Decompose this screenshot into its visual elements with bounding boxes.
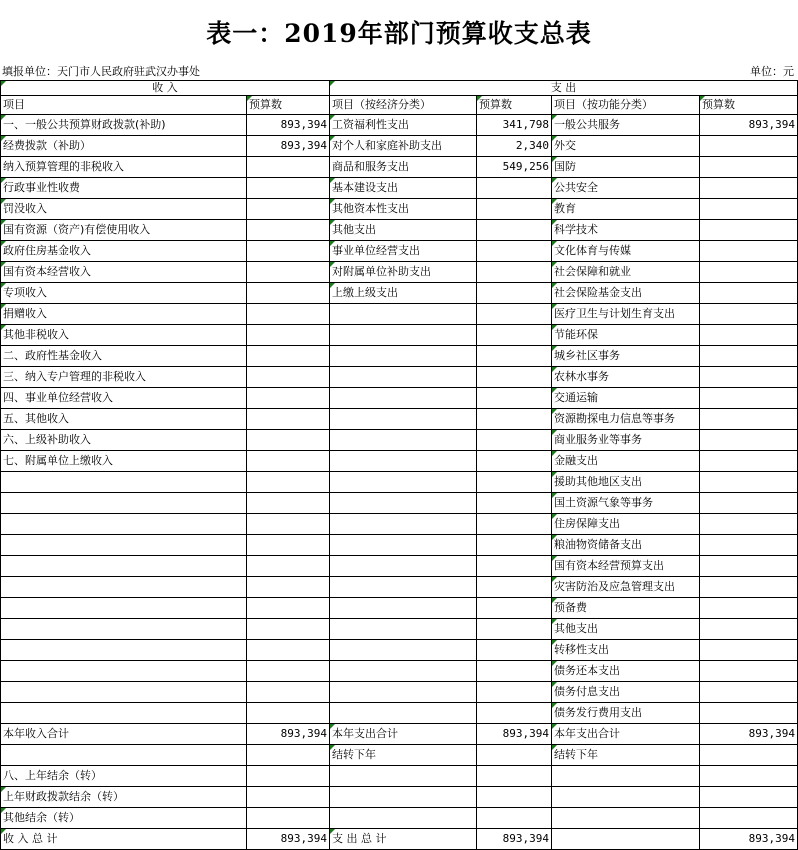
econ-item-cell: 上缴上级支出	[330, 283, 477, 304]
econ-budget-cell	[477, 640, 552, 661]
income-item-cell: 本年收入合计	[1, 724, 247, 745]
func-item-cell: 转移性支出	[552, 640, 700, 661]
func-budget-cell	[700, 199, 798, 220]
table-row	[1, 535, 798, 556]
func-budget-cell	[700, 745, 798, 766]
income-budget-cell	[247, 514, 330, 535]
table-row	[1, 283, 798, 304]
income-budget-cell	[247, 199, 330, 220]
income-item-cell	[1, 472, 247, 493]
table-row	[1, 577, 798, 598]
func-item-cell: 结转下年	[552, 745, 700, 766]
income-item-cell	[1, 682, 247, 703]
income-budget-cell	[247, 178, 330, 199]
income-item-cell: 一、一般公共预算财政拨款(补助)	[1, 115, 247, 136]
econ-item-cell	[330, 766, 477, 787]
column-header-row	[1, 96, 798, 115]
income-item-cell: 七、附属单位上缴收入	[1, 451, 247, 472]
func-budget-cell: 893,394	[700, 829, 798, 850]
econ-budget-cell	[477, 241, 552, 262]
econ-budget-cell	[477, 262, 552, 283]
econ-budget-cell	[477, 325, 552, 346]
econ-budget-cell	[477, 199, 552, 220]
econ-item-cell: 对个人和家庭补助支出	[330, 136, 477, 157]
func-item-cell: 农林水事务	[552, 367, 700, 388]
econ-item-cell	[330, 472, 477, 493]
income-budget-cell	[247, 745, 330, 766]
table-row	[1, 388, 798, 409]
income-item-cell	[1, 661, 247, 682]
func-item-cell: 医疗卫生与计划生育支出	[552, 304, 700, 325]
econ-budget-cell	[477, 808, 552, 829]
income-item-cell: 捐赠收入	[1, 304, 247, 325]
page-title: 表一：2019年部门预算收支总表	[206, 19, 592, 48]
econ-budget-cell	[477, 283, 552, 304]
econ-item-cell	[330, 388, 477, 409]
table-row	[1, 115, 798, 136]
econ-item-cell: 工资福利性支出	[330, 115, 477, 136]
econ-item-cell	[330, 304, 477, 325]
table-row	[1, 619, 798, 640]
econ-item-cell: 事业单位经营支出	[330, 241, 477, 262]
income-budget-cell	[247, 703, 330, 724]
func-budget-cell	[700, 556, 798, 577]
func-item-cell: 粮油物资储备支出	[552, 535, 700, 556]
table-row	[1, 640, 798, 661]
income-item-cell	[1, 619, 247, 640]
income-item-cell	[1, 703, 247, 724]
func-item-cell: 债务还本支出	[552, 661, 700, 682]
econ-budget-cell	[477, 514, 552, 535]
income-item-cell: 罚没收入	[1, 199, 247, 220]
income-budget-cell	[247, 430, 330, 451]
income-item-cell	[1, 556, 247, 577]
econ-item-cell	[330, 367, 477, 388]
func-budget-cell	[700, 703, 798, 724]
econ-item-cell: 结转下年	[330, 745, 477, 766]
func-budget-cell	[700, 304, 798, 325]
table-row	[1, 724, 798, 745]
econ-item-cell	[330, 346, 477, 367]
econ-budget-cell	[477, 787, 552, 808]
func-budget-cell	[700, 136, 798, 157]
econ-budget-cell	[477, 304, 552, 325]
income-budget-cell	[247, 367, 330, 388]
table-row	[1, 367, 798, 388]
func-budget-cell	[700, 262, 798, 283]
econ-budget-cell	[477, 745, 552, 766]
econ-item-cell: 本年支出合计	[330, 724, 477, 745]
table-row	[1, 472, 798, 493]
func-item-cell: 社会保障和就业	[552, 262, 700, 283]
table-row	[1, 682, 798, 703]
econ-budget-cell: 893,394	[477, 724, 552, 745]
income-item-cell: 收 入 总 计	[1, 829, 247, 850]
income-budget-cell	[247, 556, 330, 577]
income-item-cell	[1, 745, 247, 766]
income-budget-cell	[247, 157, 330, 178]
econ-budget-cell	[477, 703, 552, 724]
income-budget-cell: 893,394	[247, 829, 330, 850]
income-budget-cell	[247, 787, 330, 808]
income-budget-cell	[247, 766, 330, 787]
func-budget-cell	[700, 157, 798, 178]
econ-item-cell	[330, 577, 477, 598]
income-item-cell: 纳入预算管理的非税收入	[1, 157, 247, 178]
income-item-cell	[1, 640, 247, 661]
income-budget-cell	[247, 241, 330, 262]
header-func-budget: 预算数	[700, 96, 798, 115]
econ-item-cell	[330, 409, 477, 430]
func-item-cell: 节能环保	[552, 325, 700, 346]
econ-budget-cell	[477, 430, 552, 451]
econ-budget-cell	[477, 388, 552, 409]
income-budget-cell	[247, 388, 330, 409]
econ-item-cell	[330, 787, 477, 808]
table-row	[1, 136, 798, 157]
income-item-cell: 五、其他收入	[1, 409, 247, 430]
func-budget-cell	[700, 388, 798, 409]
func-item-cell: 文化体育与传媒	[552, 241, 700, 262]
income-item-cell	[1, 577, 247, 598]
econ-item-cell	[330, 325, 477, 346]
func-item-cell: 其他支出	[552, 619, 700, 640]
income-budget-cell	[247, 619, 330, 640]
func-budget-cell	[700, 766, 798, 787]
income-item-cell: 四、事业单位经营收入	[1, 388, 247, 409]
func-item-cell: 社会保险基金支出	[552, 283, 700, 304]
table-row	[1, 598, 798, 619]
income-item-cell: 其他结余（转）	[1, 808, 247, 829]
income-budget-cell	[247, 304, 330, 325]
func-budget-cell	[700, 598, 798, 619]
econ-budget-cell	[477, 535, 552, 556]
income-budget-cell	[247, 598, 330, 619]
income-item-cell: 二、政府性基金收入	[1, 346, 247, 367]
func-budget-cell	[700, 325, 798, 346]
income-budget-cell	[247, 493, 330, 514]
econ-item-cell	[330, 682, 477, 703]
econ-budget-cell	[477, 220, 552, 241]
func-item-cell: 金融支出	[552, 451, 700, 472]
econ-budget-cell	[477, 682, 552, 703]
func-item-cell: 灾害防治及应急管理支出	[552, 577, 700, 598]
income-item-cell	[1, 535, 247, 556]
econ-item-cell: 其他支出	[330, 220, 477, 241]
func-item-cell: 住房保障支出	[552, 514, 700, 535]
income-budget-cell	[247, 220, 330, 241]
econ-item-cell	[330, 430, 477, 451]
section-header-row	[1, 81, 798, 96]
func-item-cell: 公共安全	[552, 178, 700, 199]
func-budget-cell	[700, 682, 798, 703]
econ-item-cell: 商品和服务支出	[330, 157, 477, 178]
func-item-cell: 债务发行费用支出	[552, 703, 700, 724]
table-row	[1, 220, 798, 241]
income-item-cell: 行政事业性收费	[1, 178, 247, 199]
econ-budget-cell	[477, 178, 552, 199]
table-row	[1, 241, 798, 262]
table-row	[1, 409, 798, 430]
income-budget-cell	[247, 535, 330, 556]
econ-item-cell	[330, 640, 477, 661]
func-item-cell: 教育	[552, 199, 700, 220]
econ-budget-cell	[477, 346, 552, 367]
econ-item-cell	[330, 808, 477, 829]
econ-budget-cell	[477, 451, 552, 472]
func-item-cell	[552, 766, 700, 787]
income-item-cell: 上年财政拨款结余（转）	[1, 787, 247, 808]
header-econ-item: 项目（按经济分类）	[330, 96, 477, 115]
func-budget-cell	[700, 367, 798, 388]
table-row	[1, 157, 798, 178]
func-item-cell	[552, 808, 700, 829]
income-budget-cell	[247, 640, 330, 661]
table-row	[1, 703, 798, 724]
header-income-item: 项目	[1, 96, 247, 115]
income-budget-cell	[247, 409, 330, 430]
income-item-cell: 国有资源（资产)有偿使用收入	[1, 220, 247, 241]
econ-budget-cell	[477, 472, 552, 493]
econ-item-cell	[330, 619, 477, 640]
func-budget-cell: 893,394	[700, 724, 798, 745]
header-income-budget: 预算数	[247, 96, 330, 115]
header-econ-budget: 预算数	[477, 96, 552, 115]
func-item-cell: 预备费	[552, 598, 700, 619]
func-budget-cell	[700, 220, 798, 241]
income-budget-cell	[247, 262, 330, 283]
table-row	[1, 346, 798, 367]
income-item-cell: 国有资本经营收入	[1, 262, 247, 283]
section-income: 收 入	[1, 81, 330, 96]
income-item-cell: 专项收入	[1, 283, 247, 304]
func-budget-cell	[700, 241, 798, 262]
func-item-cell	[552, 829, 700, 850]
income-budget-cell	[247, 346, 330, 367]
table-row	[1, 745, 798, 766]
func-item-cell: 援助其他地区支出	[552, 472, 700, 493]
econ-item-cell	[330, 598, 477, 619]
func-item-cell: 国有资本经营预算支出	[552, 556, 700, 577]
econ-item-cell	[330, 451, 477, 472]
budget-table	[0, 80, 798, 850]
table-row	[1, 178, 798, 199]
table-row	[1, 829, 798, 850]
income-budget-cell	[247, 451, 330, 472]
table-row	[1, 766, 798, 787]
currency-unit: 单位：元	[750, 65, 794, 78]
econ-budget-cell	[477, 661, 552, 682]
func-budget-cell	[700, 346, 798, 367]
func-item-cell: 科学技术	[552, 220, 700, 241]
econ-item-cell	[330, 703, 477, 724]
func-budget-cell	[700, 493, 798, 514]
func-item-cell: 交通运输	[552, 388, 700, 409]
income-item-cell: 八、上年结余（转）	[1, 766, 247, 787]
func-budget-cell	[700, 451, 798, 472]
func-item-cell: 国防	[552, 157, 700, 178]
func-budget-cell: 893,394	[700, 115, 798, 136]
econ-item-cell: 基本建设支出	[330, 178, 477, 199]
func-budget-cell	[700, 619, 798, 640]
header-func-item: 项目（按功能分类）	[552, 96, 700, 115]
table-row	[1, 430, 798, 451]
table-row	[1, 661, 798, 682]
func-item-cell: 外交	[552, 136, 700, 157]
econ-item-cell	[330, 556, 477, 577]
econ-item-cell	[330, 535, 477, 556]
income-budget-cell	[247, 472, 330, 493]
income-budget-cell	[247, 661, 330, 682]
section-expense: 支 出	[330, 81, 798, 96]
table-row	[1, 514, 798, 535]
econ-item-cell	[330, 661, 477, 682]
econ-budget-cell: 893,394	[477, 829, 552, 850]
table-row	[1, 199, 798, 220]
table-row	[1, 787, 798, 808]
econ-budget-cell	[477, 766, 552, 787]
econ-item-cell: 对附属单位补助支出	[330, 262, 477, 283]
income-item-cell	[1, 598, 247, 619]
income-budget-cell: 893,394	[247, 724, 330, 745]
income-budget-cell	[247, 325, 330, 346]
func-item-cell: 商业服务业等事务	[552, 430, 700, 451]
econ-budget-cell	[477, 556, 552, 577]
func-budget-cell	[700, 661, 798, 682]
income-budget-cell	[247, 808, 330, 829]
func-item-cell: 本年支出合计	[552, 724, 700, 745]
econ-item-cell	[330, 493, 477, 514]
func-budget-cell	[700, 577, 798, 598]
income-item-cell: 政府住房基金收入	[1, 241, 247, 262]
func-budget-cell	[700, 283, 798, 304]
income-item-cell	[1, 514, 247, 535]
econ-budget-cell	[477, 409, 552, 430]
econ-item-cell	[330, 514, 477, 535]
income-item-cell: 经费拨款（补助）	[1, 136, 247, 157]
func-item-cell: 一般公共服务	[552, 115, 700, 136]
func-item-cell: 城乡社区事务	[552, 346, 700, 367]
econ-budget-cell	[477, 493, 552, 514]
income-budget-cell	[247, 682, 330, 703]
filler-unit: 填报单位：天门市人民政府驻武汉办事处	[2, 65, 200, 78]
func-item-cell	[552, 787, 700, 808]
econ-budget-cell	[477, 619, 552, 640]
table-row	[1, 451, 798, 472]
income-budget-cell	[247, 283, 330, 304]
table-row	[1, 262, 798, 283]
table-row	[1, 493, 798, 514]
func-budget-cell	[700, 178, 798, 199]
func-item-cell: 债务付息支出	[552, 682, 700, 703]
income-item-cell: 其他非税收入	[1, 325, 247, 346]
income-budget-cell	[247, 577, 330, 598]
func-budget-cell	[700, 640, 798, 661]
func-budget-cell	[700, 409, 798, 430]
func-budget-cell	[700, 535, 798, 556]
income-budget-cell: 893,394	[247, 115, 330, 136]
func-budget-cell	[700, 472, 798, 493]
table-row	[1, 556, 798, 577]
econ-budget-cell	[477, 598, 552, 619]
econ-budget-cell: 2,340	[477, 136, 552, 157]
func-budget-cell	[700, 808, 798, 829]
econ-item-cell: 其他资本性支出	[330, 199, 477, 220]
func-item-cell: 资源勘探电力信息等事务	[552, 409, 700, 430]
table-row	[1, 304, 798, 325]
income-item-cell: 三、纳入专户管理的非税收入	[1, 367, 247, 388]
table-row	[1, 325, 798, 346]
econ-budget-cell	[477, 367, 552, 388]
table-row	[1, 808, 798, 829]
econ-budget-cell	[477, 577, 552, 598]
income-budget-cell: 893,394	[247, 136, 330, 157]
econ-budget-cell: 549,256	[477, 157, 552, 178]
func-budget-cell	[700, 514, 798, 535]
func-budget-cell	[700, 430, 798, 451]
econ-item-cell: 支 出 总 计	[330, 829, 477, 850]
income-item-cell	[1, 493, 247, 514]
func-budget-cell	[700, 787, 798, 808]
func-item-cell: 国土资源气象等事务	[552, 493, 700, 514]
income-item-cell: 六、上级补助收入	[1, 430, 247, 451]
econ-budget-cell: 341,798	[477, 115, 552, 136]
